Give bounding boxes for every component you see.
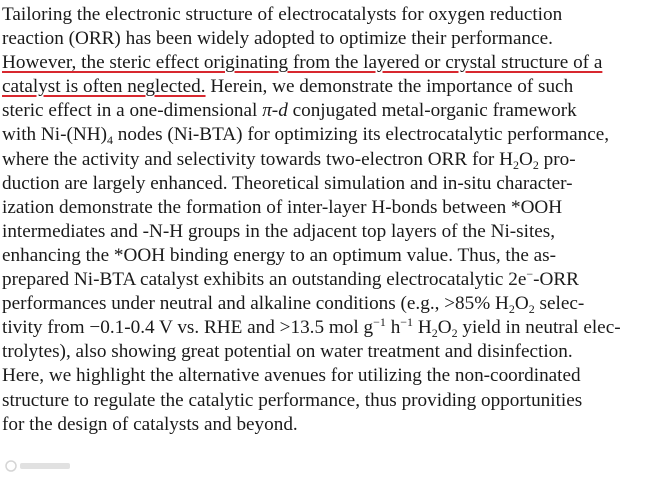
abstract-line: reaction (ORR) has been widely adopted to optimize their performance.: [2, 28, 553, 50]
watermark-logo: [4, 458, 74, 474]
abstract-line: intermediates and -N-H groups in the adjacent top layers of the Ni-sites,: [2, 220, 556, 242]
abstract-line: where the activity and selectivity towards two-electron ORR for $H_2O_2$ pro-: [2, 148, 576, 172]
abstract-line: for the design of catalysts and beyond.: [2, 413, 298, 435]
abstract-line: prepared Ni-BTA catalyst exhibits an outstanding electrocatalytic 2e−-ORR: [2, 267, 579, 291]
abstract-line: steric effect in a one-dimensional π-d conjugated metal-organic framework: [2, 100, 577, 122]
abstract-line-highlighted: However, the steric effect originating from the layered or crystal structure of a: [2, 52, 603, 74]
abstract-line: performances under neutral and alkaline conditions (e.g., >85% $H_2O_2$ selec-: [2, 293, 585, 317]
abstract-line: Here, we highlight the alternative avenues for utilizing the non-coordinated: [2, 365, 581, 387]
abstract-line: trolytes), also showing great potential on water treatment and disinfection.: [2, 341, 573, 363]
abstract-line: tivity from −0.1-0.4 V vs. RHE and >13.5 mol $g^{-1}$ $h^{-1}$ $H_2O_2$ yield in neutral elec-: [2, 315, 621, 341]
abstract-line: enhancing the *OOH binding energy to an optimum value. Thus, the as-: [2, 244, 557, 266]
abstract-line: duction are largely enhanced. Theoretical simulation and in-situ character-: [2, 172, 573, 194]
abstract-line: ization demonstrate the formation of inter-layer H-bonds between *OOH: [2, 196, 563, 218]
abstract-line: with $Ni-(NH)_4$ nodes (Ni-BTA) for optimizing its electrocatalytic performance,: [2, 124, 610, 148]
abstract-line-highlighted: catalyst is often neglected. Herein, we demonstrate the importance of such: [2, 76, 574, 98]
abstract-paragraph: [2, 3, 666, 437]
abstract-line: structure to regulate the catalytic performance, thus providing opportunities: [2, 389, 583, 411]
abstract-line: Tailoring the electronic structure of electrocatalysts for oxygen reduction: [2, 4, 563, 25]
